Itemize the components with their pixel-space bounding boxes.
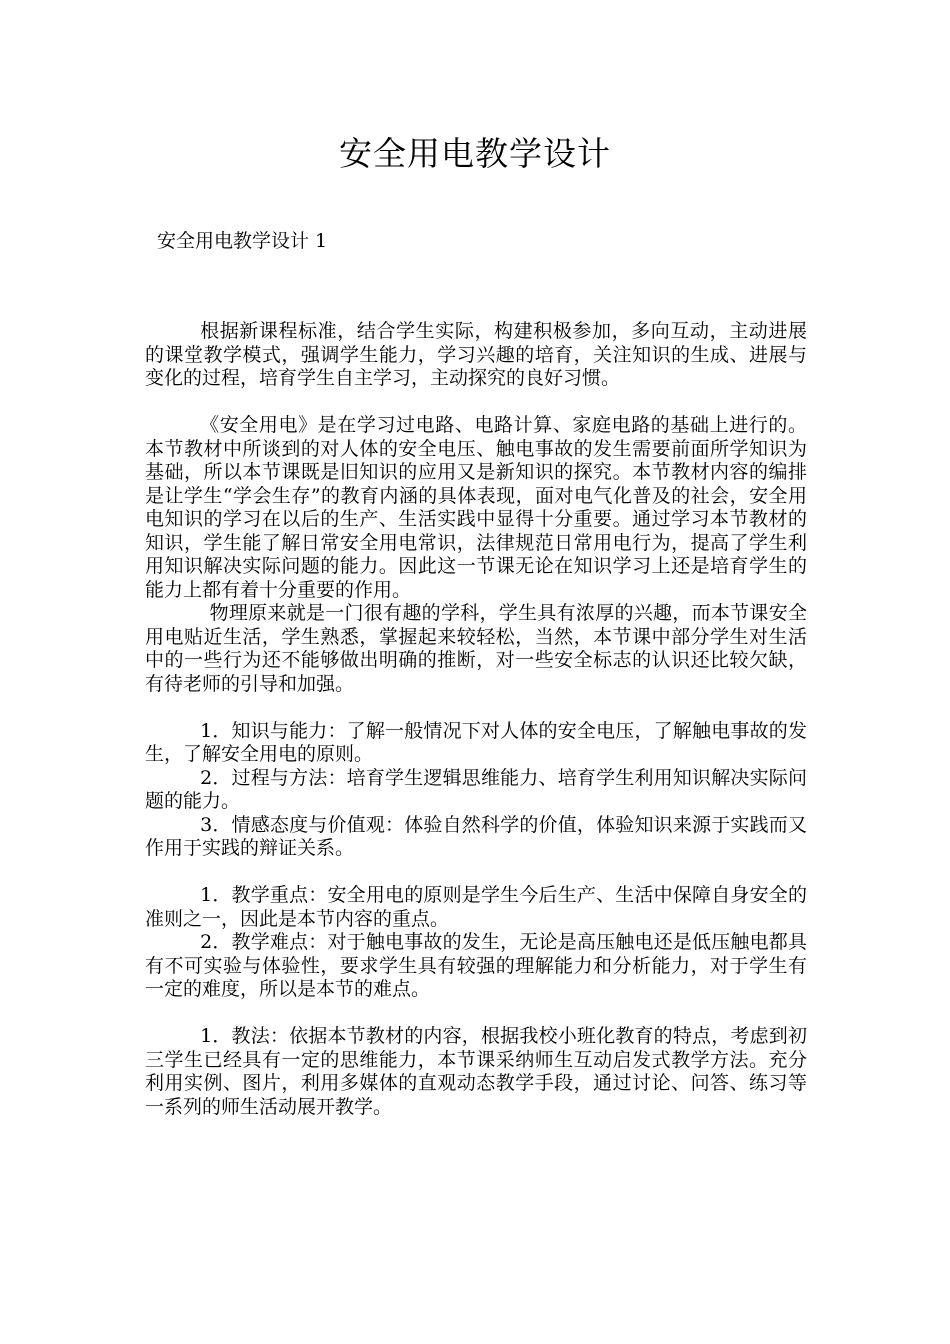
paragraph-textbook-analysis: 《安全用电》是在学习过电路、电路计算、家庭电路的基础上进行的。本节教材中所谈到的对人体的安全电压、触电事故的发生需要前面所学知识为基础，所以本节课既是旧知识的应用又是新知识的探究。本节教材内容的编排是让学生“学会生存”的教育内涵的具体表现，面对电气化普及的社会，安全用电知识的学习在以后的生产、生活实践中显得十分重要。通过学习本节教材的知识，学生能了解日常安全用电常识，法律规范日常用电行为，提高了学生利用知识解决实际问题的能力。因此这一节课无论在知识学习上还是培育学生的能力上都有着十分重要的作用。 [145, 414, 807, 601]
paragraph-gap [145, 861, 807, 885]
paragraph-gap [145, 1002, 807, 1026]
paragraph-key-point: 1．教学重点：安全用电的原则是学生今后生产、生活中保障自身安全的准则之一，因此是本节内容的重点。 [145, 884, 807, 930]
document-body [145, 320, 807, 1119]
paragraph-gap [145, 391, 807, 415]
document-subtitle: 安全用电教学设计 1 [157, 230, 328, 252]
paragraph-teaching-method: 1．教法：依据本节教材的内容，根据我校小班化教育的特点，考虑到初三学生已经具有一定的思维能力，本节课采纳师生互动启发式教学方法。充分利用实例、图片，利用多媒体的直观动态教学手段，通过讨论、问答、练习等一系列的师生活动展开教学。 [145, 1025, 807, 1118]
paragraph-goal-process: 2．过程与方法：培育学生逻辑思维能力、培育学生利用知识解决实际问题的能力。 [145, 766, 807, 812]
paragraph-student-analysis: 物理原来就是一门很有趣的学科，学生具有浓厚的兴趣，而本节课安全用电贴近生活，学生熟悉，掌握起来较轻松，当然，本节课中部分学生对生活中的一些行为还不能够做出明确的推断，对一些安全标志的认识还比较欠缺，有待老师的引导和加强。 [145, 602, 807, 695]
paragraph-gap [145, 696, 807, 720]
document-title: 安全用电教学设计 [339, 134, 611, 173]
paragraph-difficult-point: 2．教学难点：对于触电事故的发生，无论是高压触电还是低压触电都具有不可实验与体验性，要求学生具有较强的理解能力和分析能力，对于学生有一定的难度，所以是本节的难点。 [145, 931, 807, 1000]
paragraph-goal-attitude: 3．情感态度与价值观：体验自然科学的价值，体验知识来源于实践而又作用于实践的辩证关系。 [145, 813, 807, 859]
paragraph-intro: 根据新课程标准，结合学生实际，构建积极参加，多向互动，主动进展的课堂教学模式，强调学生能力，学习兴趣的培育，关注知识的生成、进展与变化的过程，培育学生自主学习，主动探究的良好习惯。 [145, 320, 807, 389]
paragraph-goal-knowledge: 1．知识与能力：了解一般情况下对人体的安全电压，了解触电事故的发生，了解安全用电的原则。 [145, 719, 807, 765]
